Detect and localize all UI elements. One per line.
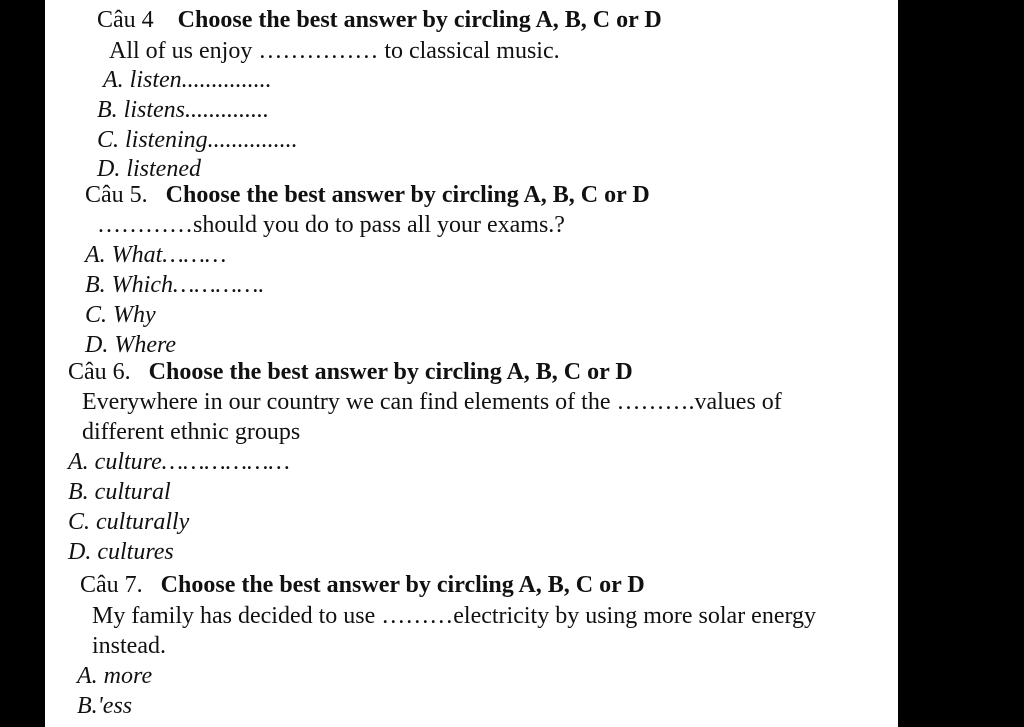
question-4-prompt: All of us enjoy …………… to classical music. bbox=[109, 38, 560, 64]
question-4-heading bbox=[97, 6, 662, 34]
question-instruction: Choose the best answer by circling A, B, C or D bbox=[165, 182, 650, 208]
question-7-option-a: A. more bbox=[77, 663, 153, 689]
question-6-prompt-line-1: Everywhere in our country we can find elements of the ……….values of bbox=[82, 389, 782, 415]
question-6-option-c: C. culturally bbox=[68, 509, 190, 535]
question-instruction: Choose the best answer by circling A, B, C or D bbox=[148, 359, 633, 385]
question-4-option-d: D. listened bbox=[97, 156, 201, 182]
question-7-option-b: B.'ess bbox=[77, 693, 133, 719]
question-4-option-a: A. listen............... bbox=[103, 67, 272, 93]
question-6-heading bbox=[68, 358, 633, 386]
question-5-option-d: D. Where bbox=[85, 332, 177, 358]
question-6-option-b: B. cultural bbox=[68, 479, 171, 505]
question-6-option-a: A. culture……………… bbox=[68, 449, 290, 475]
question-number: Câu 7. bbox=[80, 572, 143, 598]
question-5-option-a: A. What……… bbox=[85, 242, 227, 268]
question-number: Câu 4 bbox=[97, 7, 154, 33]
question-number: Câu 6. bbox=[68, 359, 131, 385]
question-4-option-c: C. listening............... bbox=[97, 127, 298, 153]
question-5-option-b: B. Which…………. bbox=[85, 272, 265, 298]
question-number: Câu 5. bbox=[85, 182, 148, 208]
question-6-prompt-line-2: different ethnic groups bbox=[82, 419, 301, 445]
question-5-option-c: C. Why bbox=[85, 302, 156, 328]
question-7-heading bbox=[80, 571, 645, 599]
worksheet-page bbox=[45, 0, 898, 727]
question-6-option-d: D. cultures bbox=[68, 539, 174, 565]
question-5-prompt: …………should you do to pass all your exams.? bbox=[97, 212, 565, 238]
question-4-option-b: B. listens.............. bbox=[97, 97, 269, 123]
question-instruction: Choose the best answer by circling A, B, C or D bbox=[177, 7, 662, 33]
question-5-heading bbox=[85, 181, 650, 209]
question-7-prompt-line-2: instead. bbox=[92, 633, 166, 659]
question-7-prompt-line-1: My family has decided to use ………electricity by using more solar energy bbox=[92, 603, 817, 629]
question-instruction: Choose the best answer by circling A, B, C or D bbox=[160, 572, 645, 598]
